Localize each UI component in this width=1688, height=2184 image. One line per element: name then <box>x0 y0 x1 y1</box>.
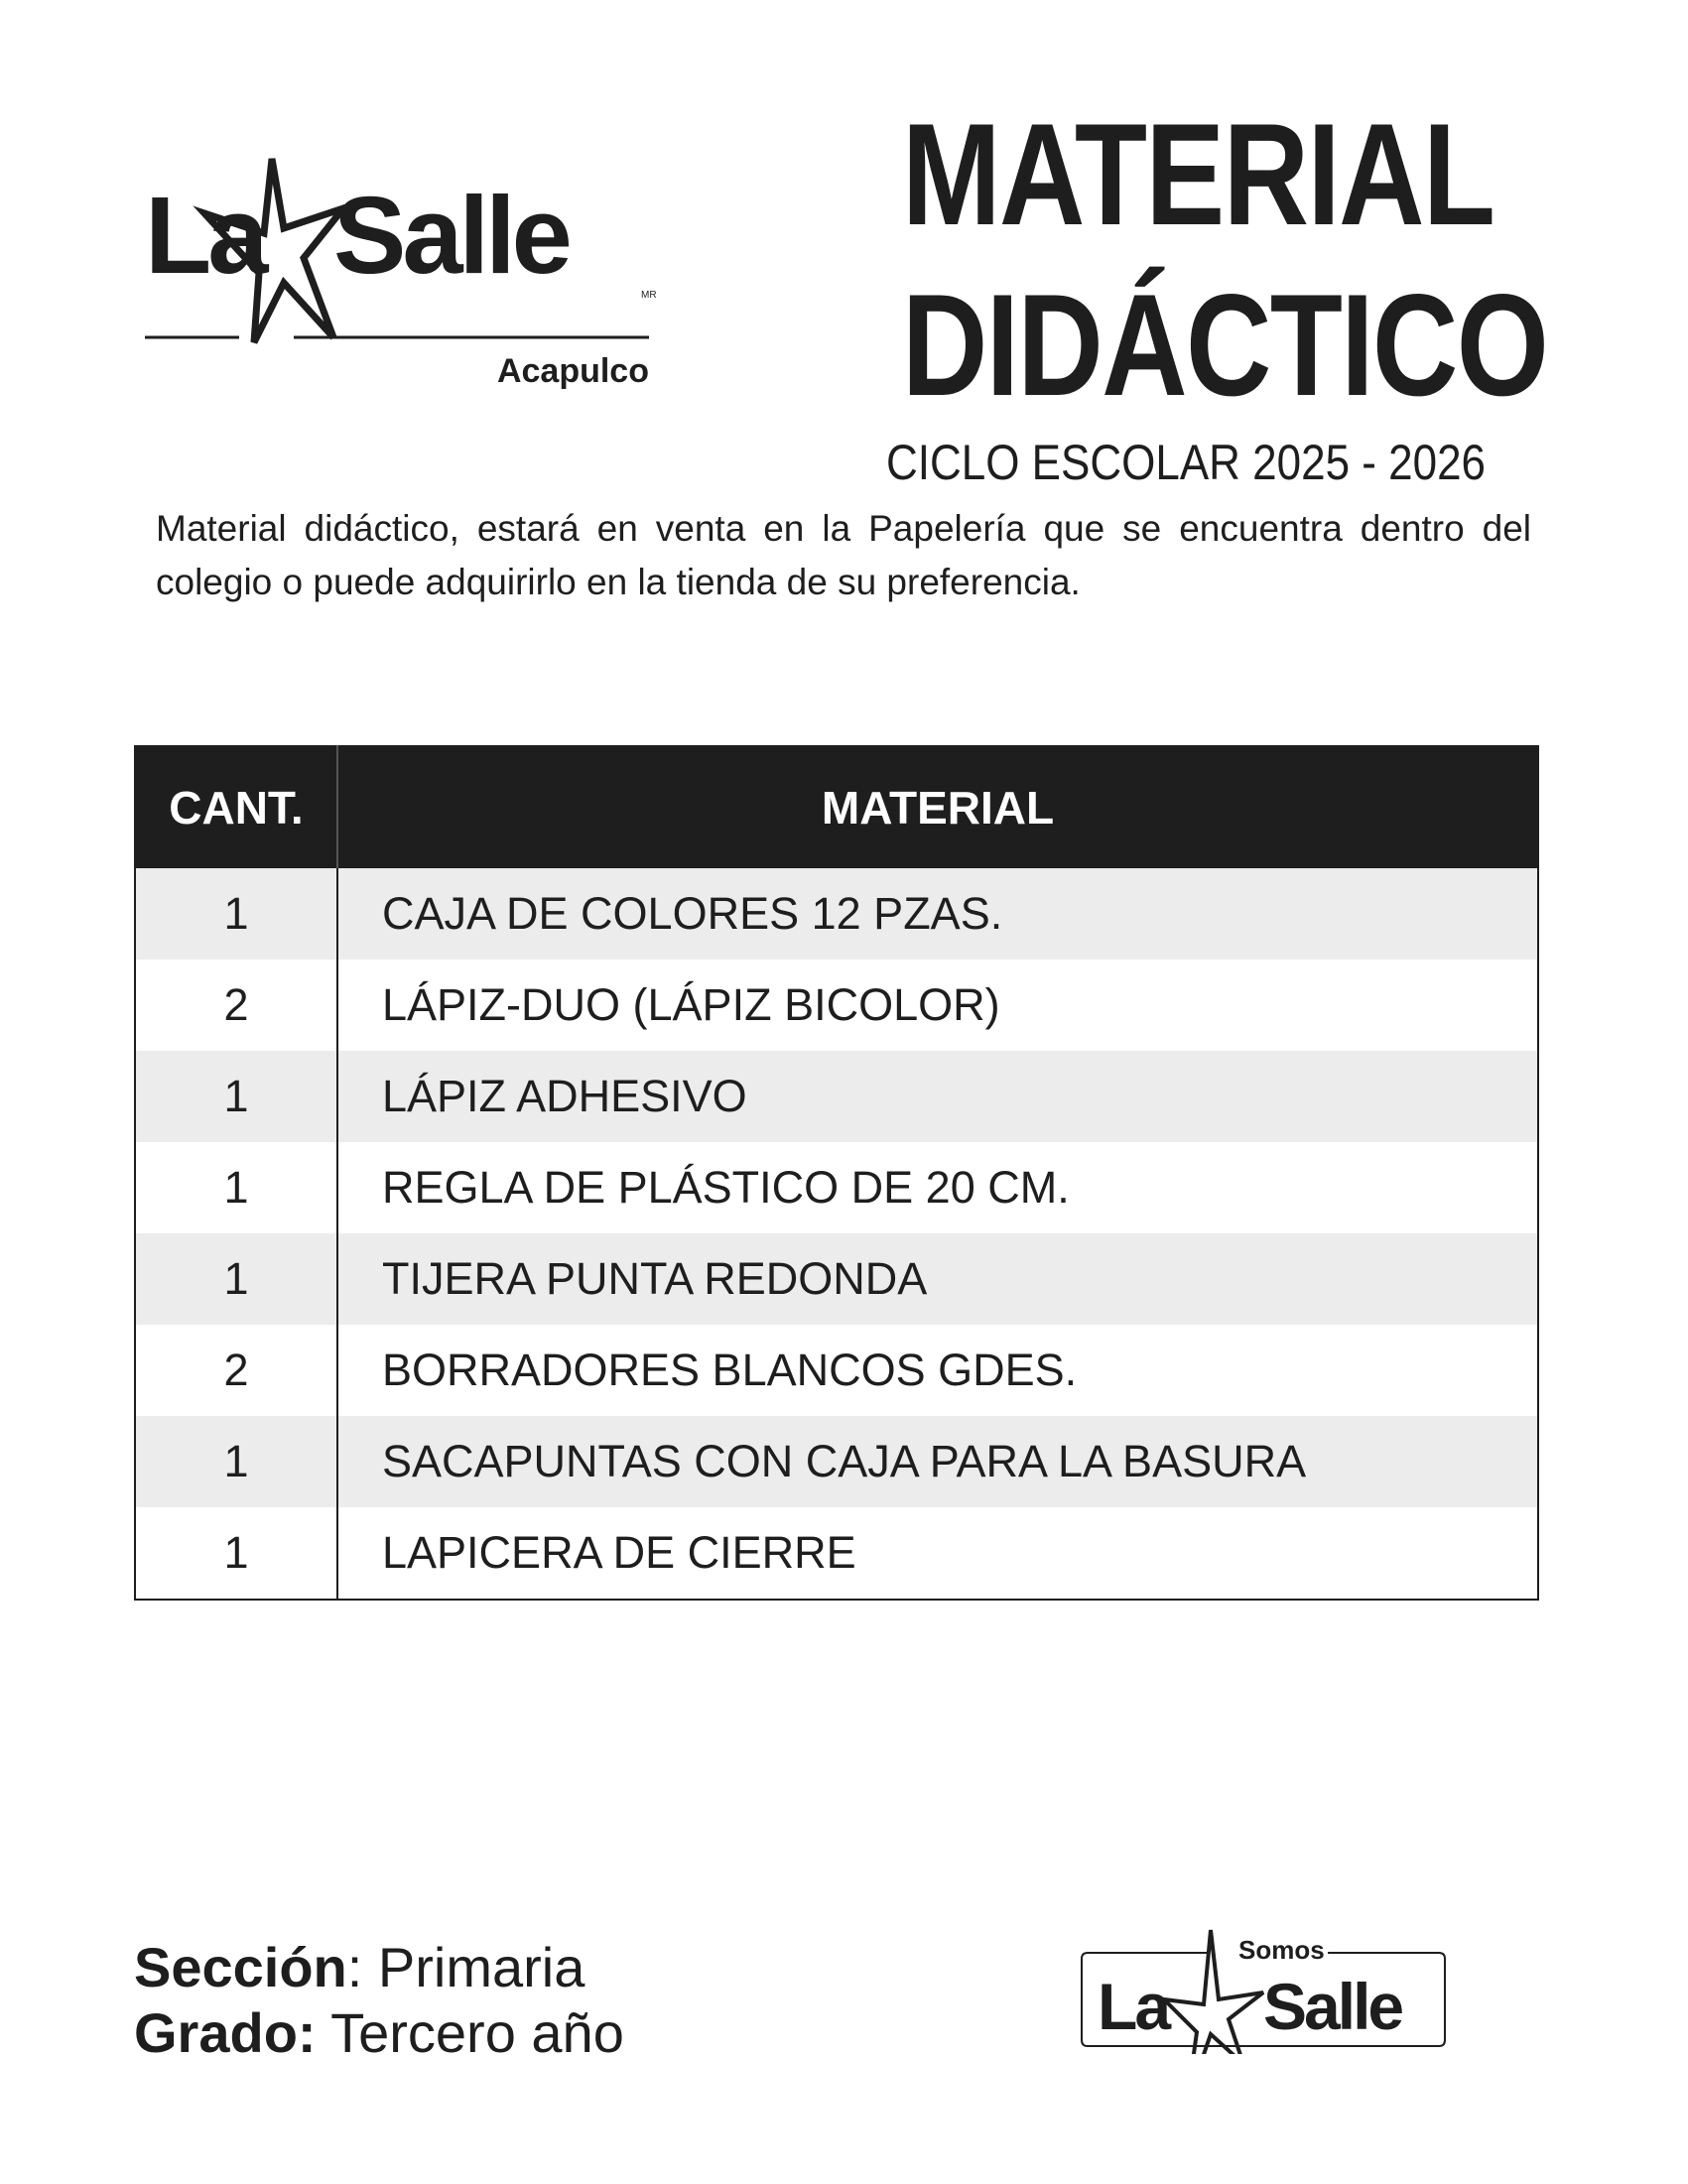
footer-info <box>134 1935 624 2066</box>
header-material: MATERIAL <box>337 746 1538 868</box>
logo-campus: Acapulco <box>496 352 649 390</box>
somos-text: Somos <box>1238 1935 1325 1965</box>
qty-cell: 1 <box>135 1142 337 1233</box>
table-row <box>135 1142 1538 1233</box>
logo-salle: Salle <box>1263 1970 1402 2043</box>
table-row <box>135 1507 1538 1600</box>
material-cell: LÁPIZ ADHESIVO <box>337 1051 1538 1142</box>
material-cell: BORRADORES BLANCOS GDES. <box>382 1345 1078 1395</box>
header-qty: CANT. <box>135 746 337 868</box>
material-cell: LAPICERA DE CIERRE <box>382 1527 856 1578</box>
page-title-line1: MATERIAL <box>901 93 1494 255</box>
material-cell: TIJERA PUNTA REDONDA <box>337 1233 1538 1325</box>
table-row <box>135 960 1538 1051</box>
intro-paragraph: Material didáctico, estará en venta en la Papelería que se encuentra dentro del colegio o puede adquirirlo en la tienda de su preferencia. <box>156 508 1531 602</box>
la-salle-acapulco-logo <box>145 154 661 397</box>
materials-table <box>134 745 1539 1601</box>
grade-label: Grado: <box>134 2001 317 2064</box>
school-cycle: CICLO ESCOLAR 2025 - 2026 <box>885 435 1487 490</box>
grade-line <box>134 2000 624 2066</box>
material-cell: SACAPUNTAS CON CAJA PARA LA BASURA <box>337 1416 1538 1507</box>
qty-cell: 1 <box>135 1233 337 1325</box>
grade-value: Tercero año <box>316 2001 624 2064</box>
material-cell: REGLA DE PLÁSTICO DE 20 CM. <box>382 1162 1070 1213</box>
material-cell: CAJA DE COLORES 12 PZAS. <box>337 868 1538 960</box>
table-row <box>135 1233 1538 1325</box>
section-value: : Primaria <box>346 1936 585 1998</box>
table-row <box>135 1051 1538 1142</box>
logo-la: La <box>145 175 265 297</box>
qty-cell: 1 <box>135 1051 337 1142</box>
qty-cell: 1 <box>135 1507 337 1600</box>
qty-cell: 1 <box>135 1416 337 1507</box>
section-line <box>134 1935 624 2000</box>
table-header-row <box>135 746 1538 868</box>
logo-mark: MR <box>641 290 657 301</box>
table-row <box>135 1325 1538 1416</box>
section-label: Sección <box>134 1936 347 1998</box>
somos-la-salle-logo <box>1080 1925 1447 2054</box>
qty-cell: 2 <box>135 1325 337 1416</box>
material-cell: LÁPIZ-DUO (LÁPIZ BICOLOR) <box>382 979 1000 1030</box>
table-row <box>135 868 1538 960</box>
qty-cell: 1 <box>135 868 337 960</box>
page-title-line2: DIDÁCTICO <box>901 264 1548 426</box>
qty-cell: 2 <box>135 960 337 1051</box>
logo-la: La <box>1098 1970 1169 2043</box>
logo-salle: Salle <box>333 175 569 297</box>
table-row <box>135 1416 1538 1507</box>
